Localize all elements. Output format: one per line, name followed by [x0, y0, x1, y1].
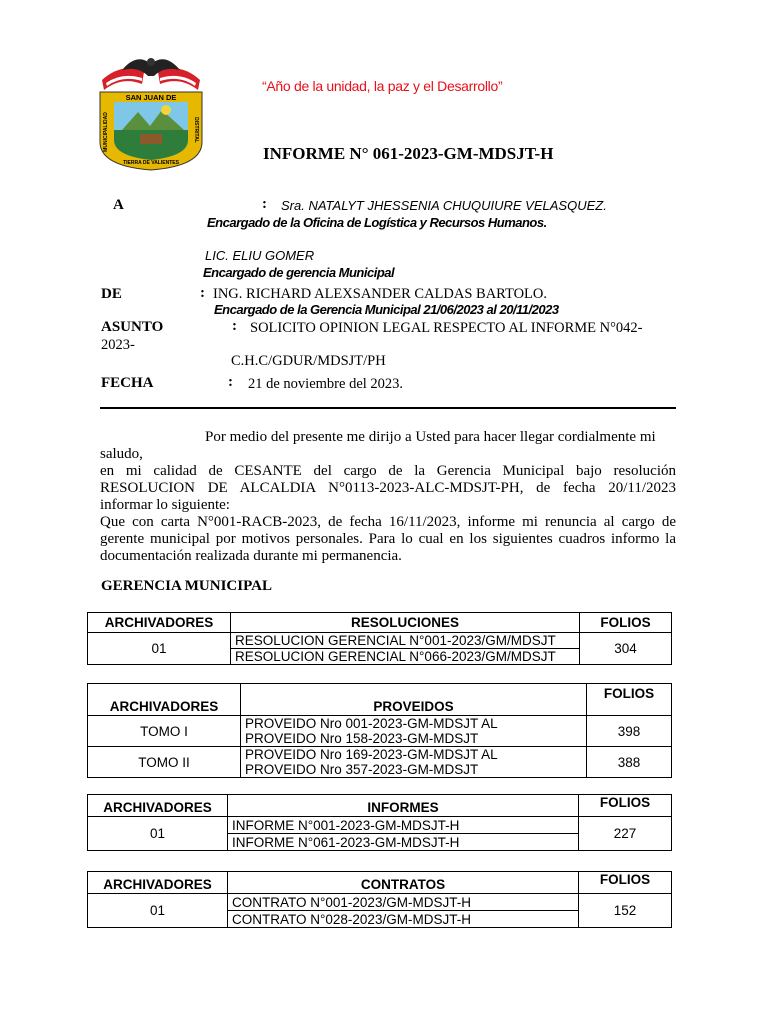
to-role: Encargado de la Oficina de Logística y Recursos Humanos.: [207, 215, 547, 230]
to-name: Sra. NATALYT JHESSENIA CHUQUIURE VELASQUEZ.: [281, 198, 607, 213]
from-label: DE: [101, 286, 122, 302]
table-cell-archivador: TOMO I: [88, 716, 241, 747]
from-name: ING. RICHARD ALEXSANDER CALDAS BARTOLO.: [213, 286, 547, 302]
motto-text: “Año de la unidad, la paz y el Desarrollo”: [262, 78, 503, 94]
table-header: FOLIOS: [580, 613, 672, 633]
table-header: FOLIOS: [579, 795, 672, 817]
table-cell-item: [241, 747, 587, 778]
cc-name: LIC. ELIU GOMER: [205, 248, 315, 263]
table-header: ARCHIVADORES: [88, 872, 228, 894]
paragraph-cesante-end: informar lo siguiente:: [100, 497, 230, 513]
greeting-line-2: saludo,: [100, 446, 143, 462]
table-header: ARCHIVADORES: [88, 795, 228, 817]
table-header: PROVEIDOS: [241, 684, 587, 716]
informes-table: [87, 794, 672, 851]
table-cell-item: CONTRATO N°028-2023/GM-MDSJT-H: [228, 911, 579, 928]
table-cell-archivador: 01: [88, 894, 228, 928]
contratos-table: [87, 871, 672, 928]
table-cell-archivador: TOMO II: [88, 747, 241, 778]
logo-text-bottom: TIERRA DE VALIENTES: [123, 160, 179, 166]
table-cell-item: INFORME N°001-2023-GM-MDSJT-H: [228, 817, 579, 834]
table-cell-item-line: PROVEIDO Nro 001-2023-GM-MDSJT AL: [245, 716, 498, 731]
paragraph-renuncia: Que con carta N°001-RACB-2023, de fecha 16/11/2023, informe mi renuncia al cargo de gerente municipal por motivos personales. Para lo cual en los siguientes cuadros informo la documentación realizada durante mi permanencia.: [100, 514, 676, 564]
table-cell-item-line: PROVEIDO Nro 357-2023-GM-MDSJT: [245, 762, 479, 777]
paragraph-cesante: en mi calidad de CESANTE del cargo de la Gerencia Municipal bajo resolución RESOLUCION DE ALCALDIA N°0113-2023-ALC-MDSJT-PH, de fecha 20/11/2023: [100, 463, 676, 496]
table-cell-folios: 398: [587, 716, 672, 747]
table-cell-folios: 227: [579, 817, 672, 851]
table-header: CONTRATOS: [228, 872, 579, 894]
subject-line-1: SOLICITO OPINION LEGAL RESPECTO AL INFORME N°042-: [250, 320, 643, 336]
table-cell-item: [241, 716, 587, 747]
table-header: INFORMES: [228, 795, 579, 817]
subject-line-3: C.H.C/GDUR/MDSJT/PH: [231, 353, 386, 369]
report-title: INFORME N° 061-2023-GM-MDSJT-H: [263, 144, 554, 163]
table-cell-item-line: PROVEIDO Nro 158-2023-GM-MDSJT: [245, 731, 479, 746]
date-colon: :: [228, 374, 233, 390]
table-cell-folios: 152: [579, 894, 672, 928]
proveidos-table: [87, 683, 672, 778]
resoluciones-table: [87, 612, 672, 665]
table-cell-archivador: 01: [88, 817, 228, 851]
subject-line-2: 2023-: [101, 337, 135, 353]
subject-colon: :: [232, 318, 237, 334]
table-header: RESOLUCIONES: [231, 613, 580, 633]
table-cell-item-line: PROVEIDO Nro 169-2023-GM-MDSJT AL: [245, 747, 498, 762]
cc-role: Encargado de gerencia Municipal: [203, 265, 395, 280]
logo-text-left: MUNICIPALIDAD: [103, 112, 109, 152]
table-cell-item: CONTRATO N°001-2023/GM-MDSJT-H: [228, 894, 579, 911]
date-value: 21 de noviembre del 2023.: [248, 376, 404, 392]
municipal-coat-of-arms-icon: [92, 50, 210, 172]
table-header: FOLIOS: [587, 684, 672, 716]
section-title: GERENCIA MUNICIPAL: [101, 578, 272, 594]
header-divider: [100, 407, 676, 409]
table-cell-archivador: 01: [88, 633, 231, 665]
table-cell-item: RESOLUCION GERENCIAL N°001-2023/GM/MDSJT: [231, 633, 580, 649]
greeting-line-1: Por medio del presente me dirijo a Usted para hacer llegar cordialmente mi: [205, 429, 656, 445]
table-cell-folios: 304: [580, 633, 672, 665]
table-cell-item: RESOLUCION GERENCIAL N°066-2023/GM/MDSJT: [231, 649, 580, 665]
to-label: A: [113, 197, 124, 213]
logo-text-top: SAN JUAN DE: [125, 93, 177, 102]
to-colon: :: [262, 196, 267, 212]
from-role: Encargado de la Gerencia Municipal 21/06/2023 al 20/11/2023: [214, 302, 559, 317]
logo-text-right: DISTRITAL: [193, 117, 199, 143]
table-cell-item: INFORME N°061-2023-GM-MDSJT-H: [228, 834, 579, 851]
table-header: FOLIOS: [579, 872, 672, 894]
subject-label: ASUNTO: [101, 319, 164, 335]
from-colon: :: [200, 285, 205, 301]
date-label: FECHA: [101, 375, 154, 391]
table-header: ARCHIVADORES: [88, 684, 241, 716]
table-cell-folios: 388: [587, 747, 672, 778]
table-header: ARCHIVADORES: [88, 613, 231, 633]
